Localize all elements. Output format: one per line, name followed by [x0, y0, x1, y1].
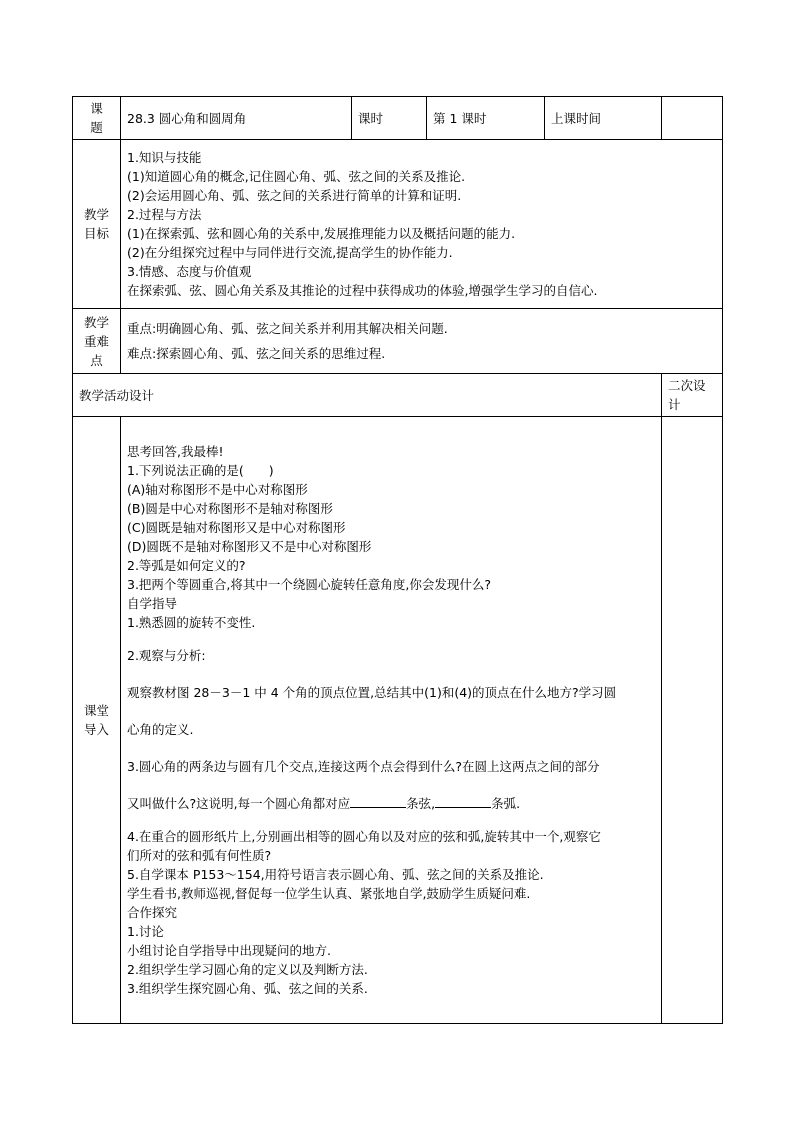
content-text: 条弦,	[406, 796, 436, 811]
goals-label-line-1: 教学	[83, 207, 109, 222]
content-line: (C)圆既是轴对称图形又是中心对称图形	[127, 520, 346, 535]
goals-line: 3.情感、态度与价值观	[127, 264, 252, 279]
classroom-label	[73, 417, 121, 1024]
topic-value: 28.3 圆心角和圆周角	[121, 97, 352, 140]
key-points-label	[73, 309, 121, 374]
focus-text: 重点:明确圆心角、弧、弦之间关系并利用其解决相关问题.	[127, 321, 448, 336]
key-points-label-line-3: 点	[90, 352, 103, 368]
goals-line: (2)在分组探究过程中与同伴进行交流,提高学生的协作能力.	[127, 245, 453, 260]
topic-label	[73, 97, 121, 140]
content-line-with-blanks	[127, 794, 655, 813]
fill-blank[interactable]	[435, 795, 491, 808]
design-title: 教学活动设计	[73, 374, 662, 417]
content-line: (B)圆是中心对称图形不是轴对称图形	[127, 501, 333, 516]
goals-line: (2)会运用圆心角、弧、弦之间的关系进行简单的计算和证明.	[127, 188, 462, 203]
content-line: 思考回答,我最棒!	[127, 444, 224, 459]
classroom-content	[121, 417, 662, 1024]
goals-line: 1.知识与技能	[127, 150, 202, 165]
class-time-label: 上课时间	[545, 97, 662, 140]
hours-label: 课时	[352, 97, 427, 140]
goals-content	[121, 140, 723, 309]
design-row	[73, 374, 723, 417]
content-line: (D)圆既不是轴对称图形又不是中心对称图形	[127, 539, 372, 554]
key-points-content	[121, 309, 723, 374]
goals-label-line-2: 目标	[83, 226, 109, 241]
content-line: 4.在重合的圆形纸片上,分别画出相等的圆心角以及对应的弦和弧,旋转其中一个,观察它	[127, 829, 601, 844]
content-text: 条弧.	[491, 796, 521, 811]
hours-value: 第 1 课时	[427, 97, 545, 140]
content-line: 2.等弧是如何定义的?	[127, 558, 246, 573]
second-design-cell	[662, 417, 723, 1024]
second-design-line-1: 二次设	[668, 378, 706, 393]
second-design-line-2: 计	[668, 397, 681, 412]
content-line: 心角的定义.	[127, 722, 194, 737]
content-line: 1.讨论	[127, 924, 164, 939]
classroom-label-line-1: 课堂	[83, 703, 109, 718]
content-line: 观察教材图 28－3－1 中 4 个角的顶点位置,总结其中(1)和(4)的顶点在什么地方?学习圆	[127, 685, 617, 700]
content-line: 合作探究	[127, 905, 178, 920]
content-line: 学生看书,教师巡视,督促每一位学生认真、紧张地自学,鼓励学生质疑问难.	[127, 886, 531, 901]
content-line: 2.观察与分析:	[127, 648, 206, 663]
goals-line: (1)在探索弧、弦和圆心角的关系中,发展推理能力以及概括问题的能力.	[127, 226, 516, 241]
content-line: 2.组织学生学习圆心角的定义以及判断方法.	[127, 962, 368, 977]
key-points-label-line-1: 教学	[83, 314, 109, 330]
goals-line: 2.过程与方法	[127, 207, 202, 222]
content-line: 3.圆心角的两条边与圆有几个交点,连接这两个点会得到什么?在圆上这两点之间的部分	[127, 759, 600, 774]
second-design-label	[662, 374, 723, 417]
fill-blank[interactable]	[350, 795, 406, 808]
goals-line: 在探索弧、弦、圆心角关系及其推论的过程中获得成功的体验,增强学生学习的自信心.	[127, 283, 598, 298]
lesson-plan-table	[72, 96, 723, 1024]
classroom-label-line-2: 导入	[83, 722, 109, 737]
content-line: 自学指导	[127, 596, 178, 611]
header-row	[73, 97, 723, 140]
content-line: 3.把两个等圆重合,将其中一个绕圆心旋转任意角度,你会发现什么?	[127, 577, 492, 592]
difficulty-text: 难点:探索圆心角、弧、弦之间关系的思维过程.	[127, 346, 386, 361]
key-points-row	[73, 309, 723, 374]
topic-label-line-2: 题	[90, 120, 103, 135]
classroom-row	[73, 417, 723, 1024]
content-line: 3.组织学生探究圆心角、弧、弦之间的关系.	[127, 981, 368, 996]
content-line: 小组讨论自学指导中出现疑问的地方.	[127, 943, 331, 958]
content-line: 们所对的弦和弧有何性质?	[127, 848, 272, 863]
goals-row	[73, 140, 723, 309]
content-line: 5.自学课本 P153～154,用符号语言表示圆心角、弧、弦之间的关系及推论.	[127, 867, 544, 882]
topic-label-line-1: 课	[90, 101, 103, 116]
goals-label	[73, 140, 121, 309]
content-line: (A)轴对称图形不是中心对称图形	[127, 482, 308, 497]
content-line: 1.熟悉圆的旋转不变性.	[127, 615, 256, 630]
key-points-label-line-2: 重难	[83, 333, 109, 349]
content-line: 1.下列说法正确的是( )	[127, 463, 274, 478]
class-time-value	[662, 97, 723, 140]
content-text: 又叫做什么?这说明,每一个圆心角都对应	[127, 796, 351, 811]
goals-line: (1)知道圆心角的概念,记住圆心角、弧、弦之间的关系及推论.	[127, 169, 466, 184]
